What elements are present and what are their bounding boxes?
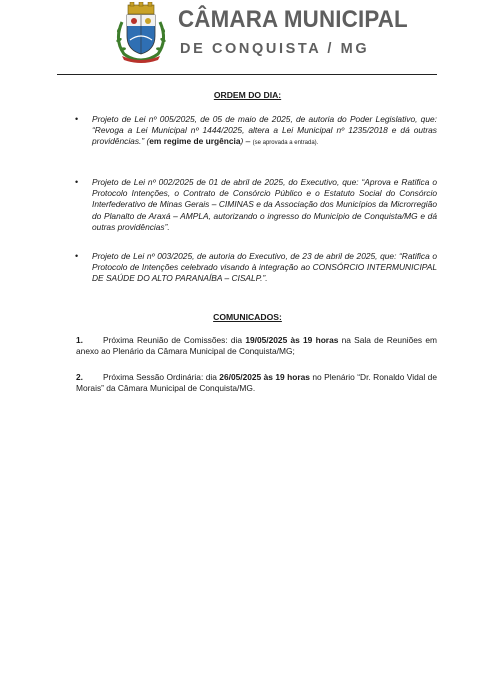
communication-item: 2. Próxima Sessão Ordinária: dia 26/05/2025 às 19 horas no Plenário “Dr. Ronaldo Vidal de Morais” da Câmara Municipal de Conquista/MG. xyxy=(76,372,438,394)
urgency-note: em regime de urgência xyxy=(149,136,241,147)
agenda-list xyxy=(0,0,495,300)
meeting-datetime: 19/05/2025 às 19 horas xyxy=(245,335,339,345)
institution-city: DE CONQUISTA / MG xyxy=(180,41,370,57)
bullet-icon: • xyxy=(75,177,79,187)
communication-item: 1. Próxima Reunião de Comissões: dia 19/05/2025 às 19 horas na Sala de Reuniões em anexo ao Plenário da Câmara Municipal de Conquista/MG; xyxy=(76,335,437,357)
agenda-item-text: Projeto de Lei nº 005/2025, de 05 de maio de 2025, de autoria do Poder Legislativo, que: “Revoga a Lei Municipal nº 1444/2025, altera a Lei Municipal nº 1235/2018 e dá outras providências.” (em regime de urgência) – (se aprovada a entrada). xyxy=(92,114,437,147)
bullet-icon: • xyxy=(75,251,79,261)
agenda-item-text: Projeto de Lei nº 002/2025 de 01 de abril de 2025, do Executivo, que: “Aprova e Ratifica o Protocolo Intenções, o Contrato de Consórcio Público e o Estatuto Social do Consórcio Interfederativo de Minas Gerais – CIMINAS e da Associação dos Municípios da Microrregião do Planalto de Araxá – AMPLA, autorizando o ingresso do Município de Conquista/MG e dá outras providências”. xyxy=(92,177,437,232)
agenda-title: ORDEM DO DIA: xyxy=(213,90,282,100)
bullet-icon: • xyxy=(75,114,79,124)
item-number: 2. xyxy=(76,372,83,382)
session-datetime: 26/05/2025 às 19 horas xyxy=(219,372,310,382)
agenda-item-text: Projeto de Lei nº 003/2025, de autoria do Executivo, de 23 de abril de 2025, que: “Ratifica o Protocolo de Intenções celebrado visando à integração ao CONSÓRCIO INTERMUNICIPAL DE SAÚDE DO ALTO PARANAÍBA – CISALP.”. xyxy=(92,251,437,284)
institution-name: CÂMARA MUNICIPAL xyxy=(178,6,408,33)
approval-note: (se aprovada a entrada). xyxy=(252,140,319,147)
item-number: 1. xyxy=(76,335,83,345)
communications-title: COMUNICADOS: xyxy=(213,312,282,322)
